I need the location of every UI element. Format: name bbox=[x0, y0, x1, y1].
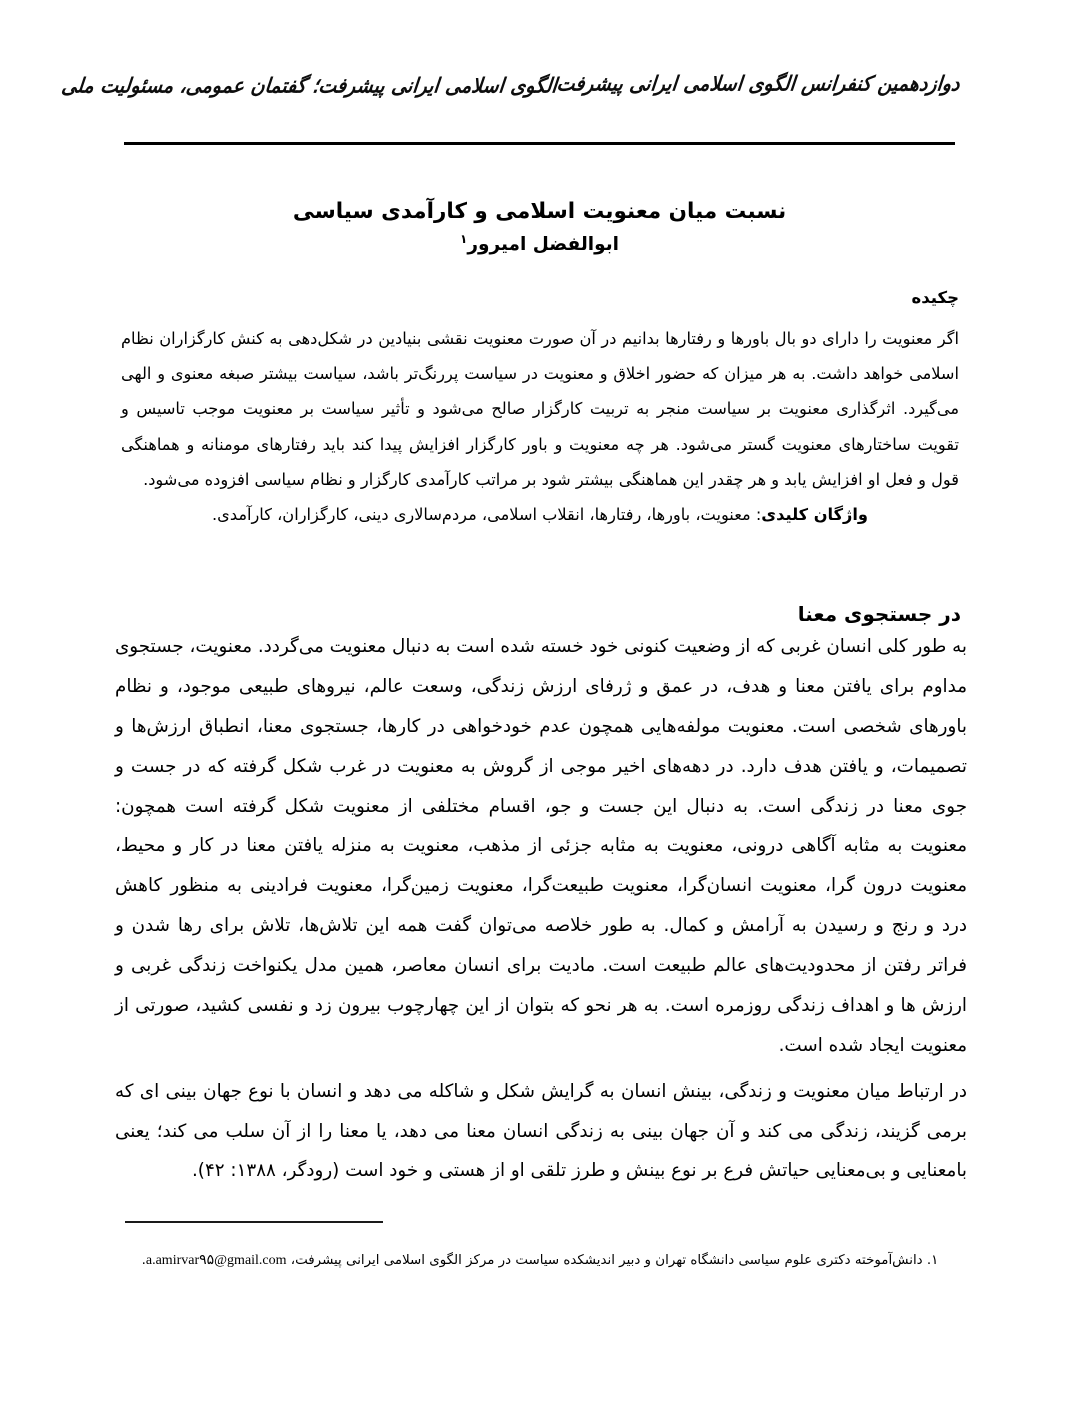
body-paragraph: در ارتباط میان معنویت و زندگی، بینش انسان به گرایش شکل و شاکله می دهد و انسان با نوع جهان بینی ای که برمی گزیند، زندگی می کند و آن جهان بینی به زندگی انسان معنا می دهد، یا معنا را از آن سلب می کند؛ یعنی بامعنایی و بی‌معنایی حیاتش فرع بر نوع بینش و طرز تلقی او از هستی و خود است (رودگر، ۱۳۸۸: ۴۲). bbox=[115, 1080, 967, 1182]
abstract-body-text: اگر معنویت را دارای دو بال باورها و رفتارها بدانیم در آن صورت معنویت نقشی بنیادین در شکل‌دهی به کنش کارگزاران نظام اسلامی خواهد داشت. به هر میزان که حضور اخلاق و معنویت در سیاست پررنگ‌تر باشد، سیاست بیشتر صبغه معنوی و الهی می‌گیرد. اثرگذاری معنویت بر سیاست منجر به تربیت کارگزار صالح می‌شود و تأثیر سیاست بر معنویت موجب تاسیس و تقویت ساختارهای معنویت گستر می‌شود. هر چه معنویت و باور کارگزار افزایش پیدا کند باید رفتارهای مومنانه و هماهنگی قول و فعل او افزایش یابد و هر چقدر این هماهنگی بیشتر شود بر مراتب کارآمدی کارگزار و نظام سیاسی افزوده می‌شود. bbox=[121, 329, 959, 489]
keywords-value: : معنویت، باورها، رفتارها، انقلاب اسلامی، مردم‌سالاری دینی، کارگزاران، کارآمدی. bbox=[212, 504, 762, 524]
footnote-text-end: . bbox=[141, 1252, 146, 1268]
header-conference-theme: الگوی اسلامی ایرانی پیشرفت؛ گفتمان عمومی، مسئولیت ملی bbox=[59, 74, 558, 98]
abstract-section bbox=[121, 286, 959, 532]
keywords-line bbox=[121, 497, 959, 532]
footnote-text: دانش‌آموخته دکتری علوم سیاسی دانشگاه تهران و دبیر اندیشکده سیاست در مرکز الگوی اسلامی ایرانی پیشرفت، bbox=[286, 1252, 927, 1268]
header-divider-rule bbox=[124, 142, 955, 145]
footnote-divider-rule bbox=[125, 1221, 383, 1224]
author-line bbox=[0, 232, 1079, 255]
footnote bbox=[121, 1248, 959, 1273]
abstract-heading: چکیده bbox=[911, 288, 959, 307]
body-paragraph: به طور کلی انسان غربی که از وضعیت کنونی خود خسته شده است به دنبال معنویت می‌گردد. معنویت، جستجوی مداوم برای یافتن معنا و هدف، در عمق و ژرفای ارزش زندگی، وسعت عالم، نیروهای طبیعی موجود، و نظام باورهای شخصی است. معنویت مولفه‌هایی همچون عدم خودخواهی در کارها، جستجوی معنا، انطباق ارزش‌ها و تصمیمات، و یافتن هدف دارد. در دهه‌های اخیر موجی از گروش به معنویت در غرب شکل گرفته که در جست و جوی معنا در زندگی است. به دنبال این جست و جو، اقسام مختلفی از معنویت شکل گرفته است همچون: معنویت به مثابه آگاهی درونی، معنویت به مثابه جزئی از مذهب، معنویت به منزله یافتن معنا در کار و محیط، معنویت درون گرا، معنویت انسان‌گرا، معنویت طبیعت‌گرا، معنویت زمین‌گرا، معنویت فرادینی به منظور کاهش درد و رنج و رسیدن به آرامش و کمال. به طور خلاصه می‌توان گفت همه این تلاش‌ها، تلاش برای رها شدن و فراتر رفتن از محدودیت‌های عالم طبیعت است. مادیت برای انسان معاصر، همین مدل یکنواخت زندگی غربی و ارزش ها و اهداف زندگی روزمره است. به هر نحو که بتوان از این چهارچوب بیرون زد و نفسی کشید، صورتی از معنویت ایجاد شده است. bbox=[115, 636, 967, 1056]
section-heading-in-search-of-meaning: در جستجوی معنا bbox=[797, 601, 961, 626]
body-content bbox=[115, 627, 967, 1197]
keywords-label: واژگان کلیدی bbox=[761, 504, 868, 524]
footnote-email: a.amirvar۹۵@gmail.com bbox=[145, 1252, 287, 1268]
footnote-marker: ۱. bbox=[926, 1252, 939, 1268]
page-title: نسبت میان معنویت اسلامی و کارآمدی سیاسی bbox=[292, 199, 787, 225]
header-conference-title: دوازدهمین کنفرانس الگوی اسلامی ایرانی پیشرفت bbox=[555, 72, 961, 96]
running-header bbox=[59, 72, 961, 132]
author-name: ابوالفضل امیرور bbox=[467, 234, 619, 256]
author-footnote-marker: ۱ bbox=[459, 232, 468, 246]
